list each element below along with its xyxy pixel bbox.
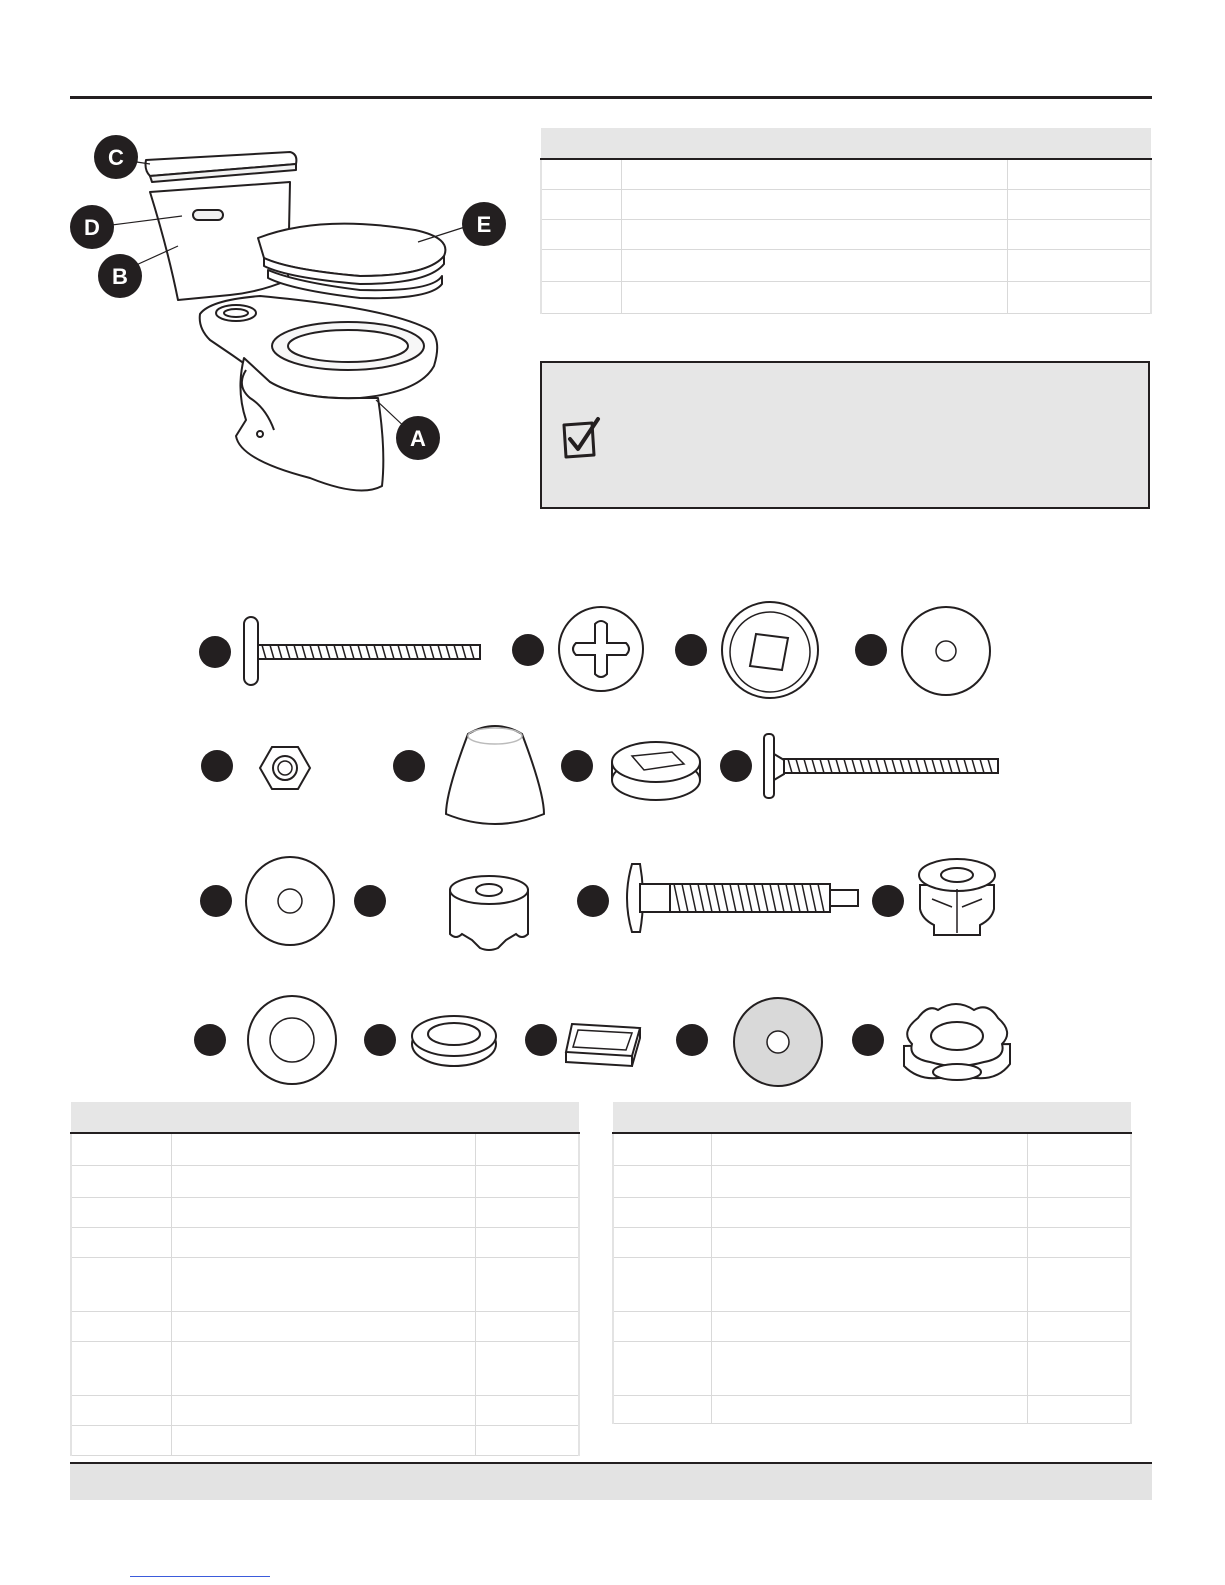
table-row — [71, 1133, 579, 1165]
header-rule — [70, 96, 1152, 99]
hardware-badge — [577, 885, 609, 917]
package-contents-table — [540, 128, 1152, 314]
table-row — [541, 219, 1151, 249]
rubber-gasket-icon — [408, 1012, 500, 1070]
t-bolt-icon — [238, 615, 488, 687]
tank-bolt-icon — [760, 730, 1004, 802]
table-row — [71, 1227, 579, 1257]
hardware-badge — [525, 1024, 557, 1056]
hardware-badge — [194, 1024, 226, 1056]
square-hole-washer-icon — [718, 600, 822, 700]
table-row — [541, 159, 1151, 189]
hardware-badge — [676, 1024, 708, 1056]
callout-b: B — [112, 264, 128, 289]
callout-e: E — [476, 212, 492, 237]
cross-nut-icon — [898, 996, 1016, 1084]
hardware-table-right — [612, 1102, 1132, 1424]
toilet-assembly-diagram — [60, 130, 530, 520]
phillips-cap-icon — [556, 604, 646, 694]
callout-a: A — [410, 426, 426, 451]
hardware-badge — [201, 750, 233, 782]
cap-base-ring-icon — [608, 740, 704, 802]
hardware-badge — [393, 750, 425, 782]
hex-nut-icon — [258, 744, 312, 792]
seat-nut-icon — [444, 868, 534, 954]
table-row — [541, 281, 1151, 313]
bolt-cap-icon — [440, 722, 550, 830]
hardware-badge — [852, 1024, 884, 1056]
table-header — [541, 128, 1151, 159]
table-row — [613, 1227, 1131, 1257]
table-row — [613, 1197, 1131, 1227]
table-row — [71, 1341, 579, 1395]
table-row — [541, 189, 1151, 219]
table-row — [71, 1395, 579, 1425]
hardware-badge — [364, 1024, 396, 1056]
table-row — [613, 1257, 1131, 1311]
callout-c: C — [108, 145, 124, 170]
hardware-badge — [872, 885, 904, 917]
table-row — [71, 1425, 579, 1455]
table-row — [613, 1311, 1131, 1341]
bottom-link-underline — [130, 1576, 270, 1577]
table-row — [71, 1257, 579, 1311]
table-header — [71, 1102, 579, 1133]
footer-bar — [70, 1462, 1152, 1500]
table-row — [613, 1395, 1131, 1423]
hardware-badge — [561, 750, 593, 782]
flat-washer-icon — [900, 605, 992, 697]
hardware-badge — [855, 634, 887, 666]
table-row — [613, 1133, 1131, 1165]
seat-bolt-icon — [620, 858, 864, 938]
table-row — [541, 249, 1151, 281]
checkmark-box-icon — [560, 415, 606, 463]
hardware-badge — [512, 634, 544, 666]
hardware-badge — [720, 750, 752, 782]
hardware-table-left — [70, 1102, 580, 1456]
wing-nut-icon — [912, 855, 1002, 941]
square-spacer-icon — [562, 1018, 648, 1068]
flush-lever — [193, 210, 223, 220]
table-row — [613, 1341, 1131, 1395]
callout-d: D — [84, 215, 100, 240]
table-row — [613, 1165, 1131, 1197]
rubber-washer-icon — [732, 996, 824, 1088]
table-header — [613, 1102, 1131, 1133]
table-row — [71, 1311, 579, 1341]
hardware-badge — [200, 885, 232, 917]
table-row — [71, 1197, 579, 1227]
hardware-badge — [675, 634, 707, 666]
bowl-washer-icon — [246, 994, 338, 1086]
large-washer-icon — [244, 855, 336, 947]
hardware-badge — [354, 885, 386, 917]
table-row — [71, 1165, 579, 1197]
note-box — [540, 361, 1150, 509]
hardware-badge — [199, 636, 231, 668]
